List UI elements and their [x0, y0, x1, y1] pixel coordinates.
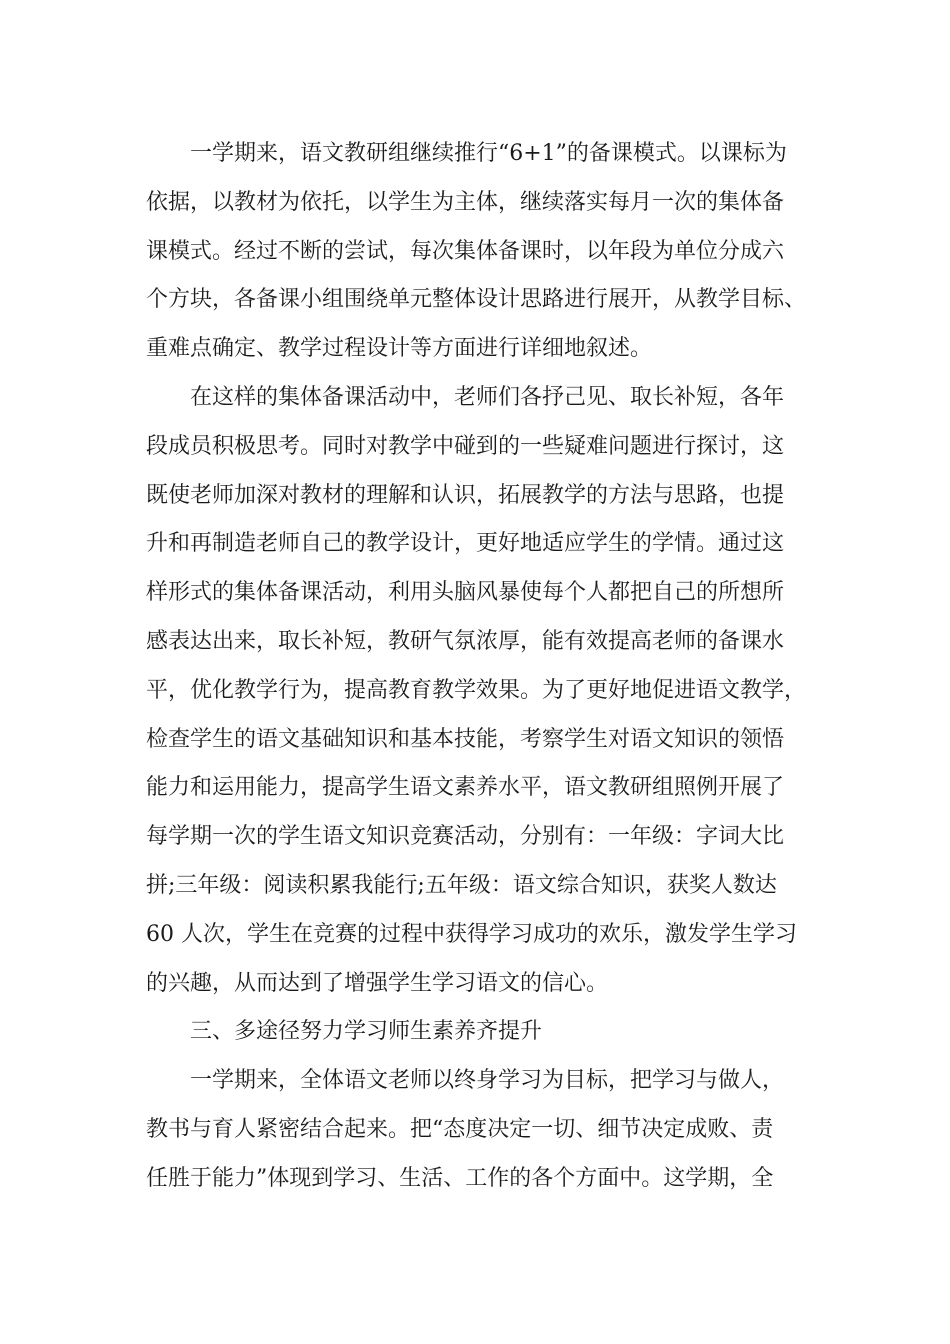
paragraph-2-line-9: 能力和运用能力，提高学生语文素养水平，语文教研组照例开展了 [146, 775, 785, 801]
paragraph-2-line-5: 样形式的集体备课活动，利用头脑风暴使每个人都把自己的所想所 [146, 580, 785, 606]
paragraph-2-line-8: 检查学生的语文基础知识和基本技能，考察学生对语文知识的领悟 [146, 726, 785, 752]
paragraph-2-line-13: 的兴趣，从而达到了增强学生学习语文的信心。 [146, 970, 609, 996]
paragraph-3-line-3: 任胜于能力”体现到学习、生活、工作的各个方面中。这学期，全 [146, 1165, 774, 1191]
paragraph-2-line-12: 60 人次，学生在竞赛的过程中获得学习成功的欢乐，激发学生学习 [146, 921, 797, 947]
paragraph-2-line-4: 升和再制造老师自己的教学设计，更好地适应学生的学情。通过这 [146, 531, 785, 557]
paragraph-2-line-3: 既使老师加深对教材的理解和认识，拓展教学的方法与思路，也提 [146, 482, 785, 508]
paragraph-3-line-1: 一学期来，全体语文老师以终身学习为目标，把学习与做人， [190, 1068, 785, 1094]
paragraph-2-line-11: 拼;三年级：阅读积累我能行;五年级：语文综合知识，获奖人数达 [146, 872, 777, 898]
paragraph-2-line-10: 每学期一次的学生语文知识竞赛活动，分别有：一年级：字词大比 [146, 824, 785, 850]
paragraph-1-line-1: 一学期来，语文教研组继续推行“6+1”的备课模式。以课标为 [190, 141, 787, 166]
paragraph-2-line-7: 平，优化教学行为，提高教育教学效果。为了更好地促进语文教学， [146, 677, 807, 703]
paragraph-3-line-2: 教书与育人紧密结合起来。把“态度决定一切、细节决定成败、责 [146, 1116, 774, 1142]
paragraph-1-line-3: 课模式。经过不断的尝试，每次集体备课时，以年段为单位分成六 [146, 238, 785, 264]
paragraph-1-line-4: 个方块，各备课小组围绕单元整体设计思路进行展开，从教学目标、 [146, 287, 807, 313]
paragraph-1-line-2: 依据，以教材为依托，以学生为主体，继续落实每月一次的集体备 [146, 189, 785, 215]
paragraph-2-line-1: 在这样的集体备课活动中，老师们各抒己见、取长补短，各年 [190, 384, 785, 410]
paragraph-1-line-5: 重难点确定、教学过程设计等方面进行详细地叙述。 [146, 336, 653, 362]
paragraph-2-line-6: 感表达出来，取长补短，教研气氛浓厚，能有效提高老师的备课水 [146, 628, 785, 654]
paragraph-2-line-2: 段成员积极思考。同时对教学中碰到的一些疑难问题进行探讨，这 [146, 433, 785, 459]
document-body [146, 130, 826, 1204]
section-heading: 三、多途径努力学习师生素养齐提升 [190, 1019, 543, 1045]
